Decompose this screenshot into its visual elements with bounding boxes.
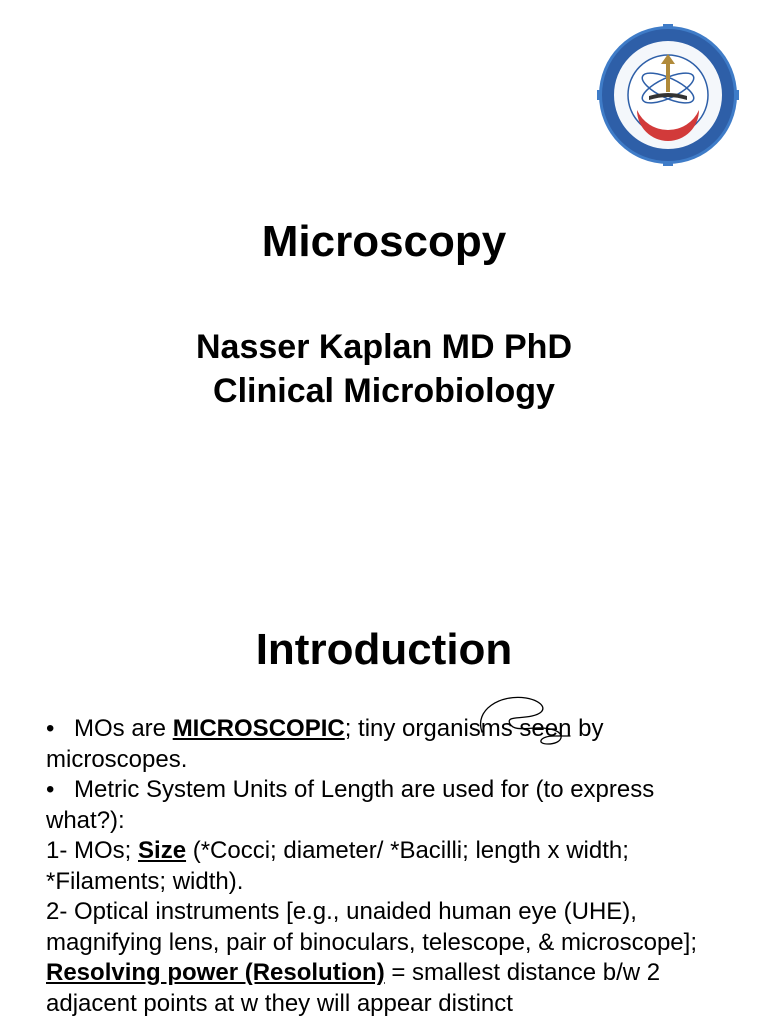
bullet-marker: • bbox=[46, 715, 55, 742]
text-span: (*Cocci; diameter/ *Bacilli; length x width; *Filaments; width). bbox=[46, 837, 629, 895]
keyword-microscopic: MICROSCOPIC bbox=[172, 715, 345, 742]
text-span: ; tiny organisms seen by microscopes. bbox=[46, 715, 604, 773]
section-heading: Introduction bbox=[255, 625, 513, 674]
paragraph-1 bbox=[46, 714, 736, 775]
text-span: MOs are bbox=[74, 715, 173, 742]
paragraph-2 bbox=[46, 775, 736, 836]
text-span: 1- MOs; bbox=[46, 837, 139, 864]
text-span: Metric System Units of Length are used for (to express what?): bbox=[46, 776, 655, 834]
presenter-block bbox=[0, 325, 768, 413]
slide-title: Microscopy bbox=[261, 217, 507, 266]
keyword-size: Size bbox=[138, 837, 187, 864]
body-text bbox=[46, 714, 736, 1019]
bullet-marker: • bbox=[46, 776, 55, 803]
introduction-slide bbox=[0, 600, 768, 1024]
paragraph-4 bbox=[46, 897, 736, 1019]
paragraph-3 bbox=[46, 836, 736, 897]
university-seal-icon bbox=[597, 24, 739, 166]
department-name: Clinical Microbiology bbox=[213, 372, 555, 410]
author-name: Nasser Kaplan MD PhD bbox=[196, 328, 572, 366]
text-span: 2- Optical instruments [e.g., unaided human eye (UHE), magnifying lens, pair of binoculars, telescope, & microscope]; bbox=[46, 898, 697, 956]
keyword-resolving-power: Resolving power (Resolution) bbox=[46, 959, 385, 986]
text-span: = smallest distance b/w 2 adjacent points at w they will appear distinct bbox=[46, 959, 661, 1017]
handwritten-scribble-icon bbox=[470, 686, 580, 750]
